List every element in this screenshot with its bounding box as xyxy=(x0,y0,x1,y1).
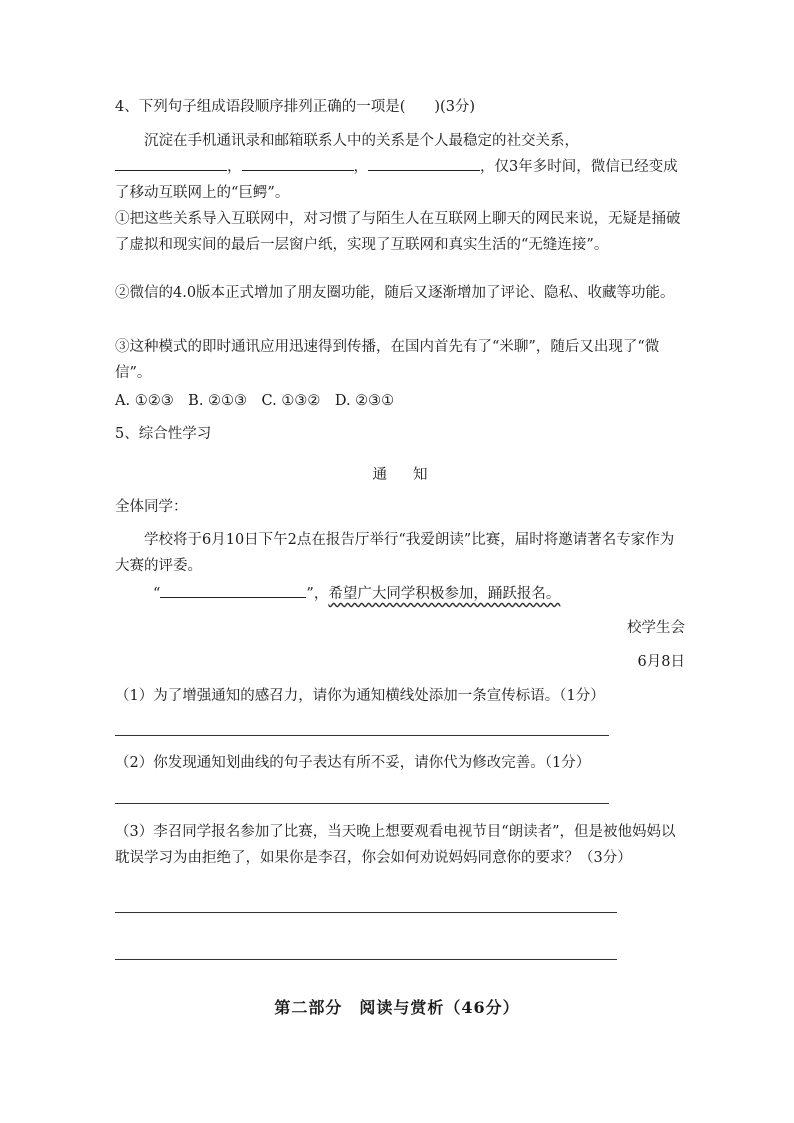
answer-line-1[interactable] xyxy=(115,735,609,736)
q4-passage xyxy=(115,128,685,206)
q5-title: 5、综合性学习 xyxy=(115,426,212,442)
q4-passage-part1: 沉淀在手机通讯录和邮箱联系人中的关系是个人最稳定的社交关系， xyxy=(144,133,579,149)
wavy-sentence: 希望广大同学积极参加，踊跃报名。 xyxy=(328,586,561,602)
q4-options: A. ①②③ B. ②①③ C. ①③② D. ②③① xyxy=(115,393,395,409)
q4-item-2: ②微信的4.0版本正式增加了朋友圈功能，随后又逐渐增加了评论、隐私、收藏等功能。 xyxy=(115,285,675,301)
notice-slogan-line xyxy=(115,581,685,607)
q4-blank-2 xyxy=(242,154,354,171)
q4-passage-comma-1: ， xyxy=(227,159,242,175)
answer-line-3[interactable] xyxy=(115,912,617,913)
q5-sub-2: （2）你发现通知划曲线的句子表达有所不妥，请你代为修改完善。（1分） xyxy=(115,755,591,771)
notice-title-char-1: 通 xyxy=(372,467,387,483)
q4-question: 4、下列句子组成语段顺序排列正确的一项是( )(3分) xyxy=(115,99,476,115)
slogan-open-quote: “ xyxy=(153,586,161,602)
q5-sub-3: （3）李召同学报名参加了比赛，当天晚上想要观看电视节目“朗读者”，但是被他妈妈以耽误学习为由拒绝了，如果你是李召，你会如何劝说妈妈同意你的要求？（3分） xyxy=(115,824,676,866)
answer-line-4[interactable] xyxy=(115,959,617,960)
notice-title-char-2: 知 xyxy=(413,467,428,483)
q5-sub-1: （1）为了增强通知的感召力，请你为通知横线处添加一条宣传标语。（1分） xyxy=(115,688,605,704)
notice-title xyxy=(115,462,685,488)
slogan-blank xyxy=(160,581,306,598)
notice-greeting: 全体同学： xyxy=(115,499,188,515)
q4-item-3: ③这种模式的即时通讯应用迅速得到传播，在国内首先有了“米聊”，随后又出现了“微信”。 xyxy=(115,339,660,381)
q4-item-1: ①把这些关系导入互联网中，对习惯了与陌生人在互联网上聊天的网民来说，无疑是捅破了虚拟和现实间的最后一层窗户纸，实现了互联网和真实生活的“无缝连接”。 xyxy=(115,211,681,253)
q4-blank-3 xyxy=(368,154,480,171)
answer-line-2[interactable] xyxy=(115,803,609,804)
notice-date: 6月8日 xyxy=(637,654,685,670)
notice-signature: 校学生会 xyxy=(627,620,685,636)
q4-passage-part2: ，仅3年多时间，微信已经变成了移动互联网上的“巨鳄”。 xyxy=(115,159,678,201)
q4-passage-comma-2: ， xyxy=(353,159,368,175)
q4-blank-1 xyxy=(115,154,227,171)
part2-title: 第二部分 阅读与赏析（46分） xyxy=(274,998,520,1017)
slogan-close-quote: ”， xyxy=(306,586,329,602)
notice-body: 学校将于6月10日下午2点在报告厅举行“我爱朗读”比赛，届时将邀请著名专家作为大赛的评委。 xyxy=(115,532,675,574)
